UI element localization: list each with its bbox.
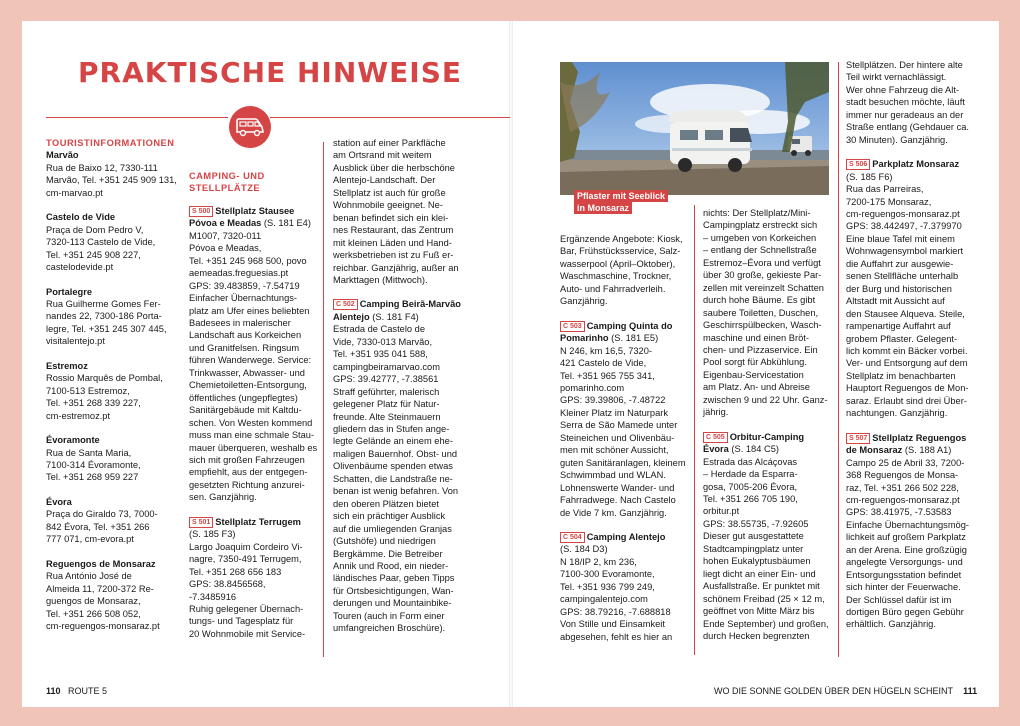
entry-line: (S. 185 F6) bbox=[846, 171, 893, 182]
entry-title: Camping Alentejo bbox=[586, 531, 666, 542]
entry-map-tag: C 504 bbox=[560, 532, 585, 543]
entry-line: Stellplätzen. Der hintere alte bbox=[846, 60, 963, 70]
title-rule-left bbox=[46, 117, 228, 118]
entry-line: angelegte Versorgungs- und bbox=[846, 557, 963, 568]
entry-heading bbox=[846, 158, 981, 170]
left-footer bbox=[46, 685, 107, 697]
entry-line: Annik und Rood, ein nieder- bbox=[333, 560, 449, 571]
entry-map-tag: C 502 bbox=[333, 299, 358, 310]
entry-line: dortigen Büro gegen Gebühr bbox=[846, 607, 964, 618]
entry-line: Bar, Frühstücksservice, Salz- bbox=[560, 246, 681, 257]
tourist-entry-line: cm-reguengos-monsaraz.pt bbox=[46, 620, 160, 631]
entry-line: rampenartige Auffahrt auf bbox=[846, 321, 951, 332]
entry-line: Eigenbau-Servicestation bbox=[703, 369, 804, 380]
entry-line: sich mit großen Fahrzeugen bbox=[189, 454, 305, 465]
entry-line: GPS: 38.55735, -7.92605 bbox=[703, 518, 809, 529]
tourist-entry-line: guengos de Monsaraz, bbox=[46, 596, 141, 607]
entry-line: Ende September) und großen, bbox=[703, 618, 829, 629]
tourist-entry-line: Rossio Marquês de Pombal, bbox=[46, 373, 163, 384]
entry-heading-cont bbox=[333, 311, 468, 323]
entry-line: (S. 184 D3) bbox=[560, 544, 608, 555]
entry-line: Tel. +351 245 968 500, povo bbox=[189, 255, 307, 266]
entry-line: Altstadt mit Aussicht auf bbox=[846, 296, 945, 307]
tourist-entry-line: Tel. +351 245 908 227, bbox=[46, 249, 141, 260]
entry-line: Waschmaschine, Trockner, bbox=[560, 271, 672, 282]
entry-line: saraz. Erlaubt sind drei Über- bbox=[846, 395, 967, 406]
entry-line: reichbar. Ganzjährig, außer an bbox=[333, 262, 459, 273]
entry-line: Tel. +351 935 041 588, bbox=[333, 349, 428, 360]
entry-title: Stellplatz Stausee bbox=[215, 205, 295, 216]
entry-heading bbox=[189, 516, 319, 528]
entry-line: Stadtcampingplatz unter bbox=[703, 543, 804, 554]
tourist-entry-line: 7320-113 Castelo de Vide, bbox=[46, 237, 156, 248]
left-page-number: 110 bbox=[46, 686, 61, 696]
entry-line: Fahrradwege. Nach Castelo bbox=[560, 495, 676, 506]
camping-column-5 bbox=[846, 59, 981, 631]
entry-line: – entlang der Schnellstraße bbox=[703, 245, 817, 256]
tourist-entry-line: Tel. +351 268 959 227 bbox=[46, 472, 139, 483]
entry-line: Ruhig gelegener Übernach- bbox=[189, 603, 304, 614]
entry-line: sen. Ganzjährig. bbox=[189, 492, 257, 503]
entry-map-tag: S 501 bbox=[189, 517, 213, 528]
entry-line: 421 Castelo de Vide, bbox=[560, 358, 647, 369]
entry-line: Kleiner Platz im Naturpark bbox=[560, 407, 668, 418]
entry-line: durch hohe Bäume. Es gibt bbox=[703, 295, 816, 306]
title-rule-right bbox=[270, 117, 510, 118]
entry-line: auf die umliegenden Granjas bbox=[333, 523, 452, 534]
entry-line: hohen Eukalyptusbäumen bbox=[703, 556, 811, 567]
entry-line: zwischen 9 und 22 Uhr. Ganz- bbox=[703, 394, 828, 405]
entry-line: -7.3485916 bbox=[189, 591, 237, 602]
entry-line: – umgeben von Korkeichen bbox=[703, 232, 817, 243]
entry-heading-cont bbox=[703, 443, 835, 455]
tourist-entry-line: visitalentejo.pt bbox=[46, 336, 105, 347]
entry-line: Wohnmobile geeignet. Ne- bbox=[333, 200, 443, 211]
entry-line: Einfacher Übernachtungs- bbox=[189, 293, 298, 304]
entry-heading-cont bbox=[846, 444, 981, 456]
entry-line: Von Stille und Einsamkeit bbox=[560, 619, 665, 630]
tourist-entry-line: Rua Guilherme Gomes Fer- bbox=[46, 298, 161, 309]
entry-line: durch Hecken begrenzten bbox=[703, 630, 810, 641]
entry-map-ref: (S. 184 C5) bbox=[728, 444, 779, 455]
entry-title: Parkplatz Monsaraz bbox=[872, 159, 960, 170]
tourist-entry-line: Praça de Dom Pedro V, bbox=[46, 224, 144, 235]
entry-line: GPS: 39.39806, -7.48722 bbox=[560, 395, 666, 406]
entry-map-ref: (S. 181 F4) bbox=[369, 311, 419, 322]
entry-line: Ganzjährig. bbox=[560, 296, 608, 307]
camping-heading-line-2: STELLPLÄTZE bbox=[189, 183, 261, 194]
entry-line: Estrada das Alcáçovas bbox=[703, 456, 798, 467]
entry-map-tag: S 507 bbox=[846, 433, 870, 444]
entry-line: benan ist wenig befahren. Von bbox=[333, 486, 459, 497]
entry-title-cont: Pomarinho bbox=[560, 333, 609, 344]
entry-line: M1007, 7320-011 bbox=[189, 230, 262, 241]
entry-line: Steineichen und Olivenbäu- bbox=[560, 432, 675, 443]
entry-title: Orbitur-Camping bbox=[729, 431, 805, 442]
entry-line: den oberen Plätzen bietet bbox=[333, 498, 439, 509]
entry-title: Stellplatz Reguengos bbox=[872, 432, 967, 443]
column-divider bbox=[838, 62, 839, 657]
tourist-entry-name: Portalegre bbox=[46, 286, 92, 297]
book-gutter bbox=[509, 21, 513, 707]
entry-line: umfangreichen Broschüre). bbox=[333, 623, 446, 634]
entry-line: schen. Von Westen kommend bbox=[189, 417, 313, 428]
tourist-entry-line: legre, Tel. +351 245 307 445, bbox=[46, 323, 167, 334]
caption-line-2: in Monsaraz bbox=[574, 202, 632, 214]
entry-line: GPS: 39.483859, -7.54719 bbox=[189, 280, 300, 291]
entry-line: benan befindet sich ein klei- bbox=[333, 212, 449, 223]
entry-line: Estrada de Castelo de bbox=[333, 324, 425, 335]
tourist-entry-line: Rua António José de bbox=[46, 571, 132, 582]
right-page-number: 111 bbox=[963, 686, 978, 696]
entry-line: Markttagen (Mittwoch). bbox=[333, 274, 428, 285]
entry-line: für Ortsbesichtigungen, Wan- bbox=[333, 585, 454, 596]
tourist-entry-line: 7100-513 Estremoz, bbox=[46, 385, 130, 396]
entry-line: Alentejo-Landschaft. Der bbox=[333, 175, 436, 186]
tourist-entry-name: Reguengos de Monsaraz bbox=[46, 558, 156, 569]
camper-van-icon bbox=[235, 117, 265, 137]
entry-line: Schatten, die Landstraße ne- bbox=[333, 473, 453, 484]
entry-line: Estremoz–Évora und verfügt bbox=[703, 257, 821, 268]
tourist-entry-line: nandes 22, 7300-186 Porta- bbox=[46, 311, 162, 322]
entry-line: Tel. +351 266 705 190, bbox=[703, 493, 798, 504]
entry-line: Geschirrspülbecken, Wasch- bbox=[703, 320, 822, 331]
tourist-entry-name: Marvão bbox=[46, 150, 79, 161]
entry-line: pomarinho.com bbox=[560, 382, 625, 393]
entry-map-tag: C 503 bbox=[560, 321, 585, 332]
entry-line: Auto- und Fahrradverleih. bbox=[560, 283, 666, 294]
entry-line: Wer ohne Fahrzeug die Alt- bbox=[846, 84, 960, 95]
entry-line: 7200-175 Monsaraz, bbox=[846, 196, 932, 207]
entry-line: mauer überqueren, weshalb es bbox=[189, 442, 318, 453]
entry-line: Wohnwagensymbol markiert bbox=[846, 246, 964, 257]
tourist-info-heading: TOURISTINFORMATIONEN bbox=[46, 138, 175, 148]
entry-line: Entsorgungsstation befindet bbox=[846, 569, 962, 580]
entry-line: abgesehen, fehlt es hier an bbox=[560, 631, 673, 642]
entry-line: platz am Ufer eines beliebten bbox=[189, 305, 310, 316]
entry-line: Tel. +351 936 799 249, bbox=[560, 581, 655, 592]
tourist-entry-name: Évoramonte bbox=[46, 435, 100, 446]
right-footer bbox=[714, 685, 977, 697]
entry-line: de Vide 7 km. Ganzjährig. bbox=[560, 507, 667, 518]
camping-heading-line-1: CAMPING- UND bbox=[189, 171, 265, 181]
entry-line: stadt besuchen möchte, läuft bbox=[846, 97, 965, 108]
entry-line: 368 Reguengos de Monsa- bbox=[846, 470, 959, 481]
entry-line: N 246, km 16,5, 7320- bbox=[560, 345, 652, 356]
entry-line: der Burg und historischen bbox=[846, 283, 952, 294]
entry-line: 7100-300 Evoramonte, bbox=[560, 569, 655, 580]
entry-line: Olivenbäume spenden etwas bbox=[333, 461, 453, 472]
entry-line: erhältlich. Ganzjährig. bbox=[846, 619, 936, 630]
entry-line: guten Sanitäranlagen, kleinem bbox=[560, 457, 686, 468]
entry-line: lichkeit auf großem Parkplatz bbox=[846, 532, 966, 543]
entry-line: 30 Minuten). Ganzjährig. bbox=[846, 134, 948, 145]
entry-line: gliedern das in Stufen ange- bbox=[333, 423, 450, 434]
entry-line: den Stausee Alqueva. Steile, bbox=[846, 308, 965, 319]
entry-line: legte Gelände an einem ehe- bbox=[333, 436, 453, 447]
entry-line: am Ortsrand mit weitem bbox=[333, 150, 432, 161]
entry-line: maligen Bauernhof. Obst- und bbox=[333, 448, 458, 459]
entry-title: Camping Quinta do bbox=[586, 320, 673, 331]
entry-line: lich kommt ein Bäcker vorbei. bbox=[846, 345, 968, 356]
entry-line: die Auffahrt zur ausgewie- bbox=[846, 258, 954, 269]
tourist-entry-line: Marvão, Tel. +351 245 909 131, bbox=[46, 175, 177, 186]
entry-line: führen Wanderwege. Service: bbox=[189, 355, 312, 366]
camping-column-1 bbox=[189, 170, 319, 640]
entry-line: geöffnet von Mitte März bis bbox=[703, 606, 815, 617]
entry-line: orbitur.pt bbox=[703, 506, 740, 517]
tourist-entry-line: 777 071, cm-evora.pt bbox=[46, 534, 134, 545]
entry-line: Campo 25 de Abril 33, 7200- bbox=[846, 457, 965, 468]
entry-line: Schwimmbad und WLAN. bbox=[560, 470, 666, 481]
entry-line: Rua das Parreiras, bbox=[846, 184, 924, 195]
entry-title-cont: de Monsaraz bbox=[846, 445, 903, 456]
entry-line: saubere Toiletten, Duschen, bbox=[703, 307, 819, 318]
entry-line: gosa, 7005-206 Évora, bbox=[703, 481, 798, 492]
entry-line: jährig. bbox=[703, 407, 729, 418]
entry-line: und Granitfelsen. Ringsum bbox=[189, 342, 300, 353]
entry-line: Der Schlüssel dafür ist im bbox=[846, 594, 952, 605]
entry-line: Einfache Übernachtungsmög- bbox=[846, 519, 969, 530]
entry-line: GPS: 38.442497, -7.379970 bbox=[846, 221, 962, 232]
entry-line: Straff geführter, malerisch bbox=[333, 386, 440, 397]
entry-line: Bergkämme. Die Betreiber bbox=[333, 548, 443, 559]
entry-line: nagre, 7350-491 Terrugem, bbox=[189, 554, 302, 565]
tourist-entry-line: castelodevide.pt bbox=[46, 262, 114, 273]
tourist-entry-line: 842 Évora, Tel. +351 266 bbox=[46, 521, 150, 532]
entry-map-tag: C 505 bbox=[703, 432, 728, 443]
entry-line: Touren (auch in Form einer bbox=[333, 610, 445, 621]
entry-line: Lohnenswerte Wander- und bbox=[560, 482, 675, 493]
entry-line: Ausblick über die herbschöne bbox=[333, 162, 455, 173]
entry-line: über 30 große, gekieste Par- bbox=[703, 270, 822, 281]
entry-line: schönem Freibad (25 × 12 m, bbox=[703, 593, 825, 604]
tourist-entry-line: Praça do Giraldo 73, 7000- bbox=[46, 509, 158, 520]
entry-line: ländisches Paar, geben Tipps bbox=[333, 573, 455, 584]
entry-line: Trinkwasser, Abwasser- und bbox=[189, 367, 305, 378]
entry-line: immer nur geradeaus an der bbox=[846, 109, 964, 120]
entry-line: Ver- und Entsorgung auf dem bbox=[846, 358, 968, 369]
entry-line: sich hinter der Feuerwache. bbox=[846, 582, 961, 593]
entry-line: Hauptort Reguengos de Mon- bbox=[846, 383, 969, 394]
entry-heading bbox=[560, 320, 695, 332]
entry-line: GPS: 38.41975, -7.53583 bbox=[846, 507, 952, 518]
entry-line: werksbetrieben ist zu Fuß er- bbox=[333, 250, 454, 261]
entry-map-ref: (S. 181 E5) bbox=[608, 333, 659, 344]
entry-line: Eine blaue Tafel mit einem bbox=[846, 233, 955, 244]
entry-line: 20 Wohnmobile mit Service- bbox=[189, 628, 306, 639]
entry-line: nichts: Der Stellplatz/Mini- bbox=[703, 208, 811, 218]
photo-caption bbox=[574, 190, 668, 214]
tourist-entry-name: Estremoz bbox=[46, 360, 88, 371]
entry-line: sich ein prächtiger Ausblick bbox=[333, 511, 446, 522]
camper-photo bbox=[560, 62, 829, 195]
entry-title-cont: Alentejo bbox=[333, 311, 370, 322]
entry-line: Sanitärgebäude mit Kaltdu- bbox=[189, 405, 302, 416]
entry-line: Teil wirkt vernachlässigt. bbox=[846, 72, 947, 83]
entry-line: Ergänzende Angebote: Kiosk, bbox=[560, 234, 683, 244]
entry-line: cm-reguengos-monsaraz.pt bbox=[846, 494, 960, 505]
entry-line: grobem Pflaster. Gelegent- bbox=[846, 333, 958, 344]
entry-line: campingalentejo.com bbox=[560, 594, 648, 605]
camping-column-2 bbox=[333, 137, 468, 635]
entry-line: gelegener Platz für Natur- bbox=[333, 399, 440, 410]
entry-line: muss man eine schmale Stau- bbox=[189, 430, 315, 441]
entry-line: öffentliches (ungepflegtes) bbox=[189, 392, 298, 403]
tourist-entry-line: Tel. +351 266 508 052, bbox=[46, 608, 141, 619]
entry-line: Campingplatz erstreckt sich bbox=[703, 220, 818, 231]
right-running-title: WO DIE SONNE GOLDEN ÜBER DEN HÜGELN SCHEINT bbox=[714, 686, 954, 696]
entry-heading-cont bbox=[189, 217, 319, 229]
entry-line: liegt dicht an einer Ein- und bbox=[703, 568, 816, 579]
entry-line: (Gutshöfe) und niedrigen bbox=[333, 536, 436, 547]
entry-line: maschine und einen Bröt- bbox=[703, 332, 809, 343]
entry-line: tungs- und Tagesplatz für bbox=[189, 616, 294, 627]
entry-line: Tel. +351 965 755 341, bbox=[560, 370, 655, 381]
camper-badge bbox=[229, 106, 271, 148]
entry-line: Ausfallstraße. Er punktet mit bbox=[703, 581, 820, 592]
entry-line: Chemietoiletten-Entsorgung, bbox=[189, 380, 307, 391]
entry-title-cont: Póvoa e Meadas bbox=[189, 218, 262, 229]
tourist-info-column bbox=[46, 137, 181, 632]
tourist-entry-line: Tel. +351 268 339 227, bbox=[46, 398, 141, 409]
entry-map-ref: (S. 188 A1) bbox=[902, 445, 952, 456]
tourist-entry-line: cm-marvao.pt bbox=[46, 187, 103, 198]
entry-line: senen Stellfläche unterhalb bbox=[846, 271, 959, 282]
entry-line: Straße entlang (Gehdauer ca. bbox=[846, 122, 969, 133]
entry-line: GPS: 38.79216, -7.688818 bbox=[560, 606, 671, 617]
entry-line: men mit schöner Aussicht, bbox=[560, 445, 669, 456]
entry-heading bbox=[846, 432, 981, 444]
entry-map-tag: S 506 bbox=[846, 159, 870, 170]
tourist-entry-line: Almeida 11, 7200-372 Re- bbox=[46, 583, 154, 594]
entry-line: raz, Tel. +351 266 502 228, bbox=[846, 482, 959, 493]
tourist-entry-line: Rua de Baixo 12, 7330-111 bbox=[46, 162, 158, 173]
entry-line: derungen und Mountainbike- bbox=[333, 598, 452, 609]
entry-line: (S. 185 F3) bbox=[189, 529, 236, 540]
tourist-entry-line: Rua de Santa Maria, bbox=[46, 447, 132, 458]
entry-line: nes Restaurant, das Zentrum bbox=[333, 225, 454, 236]
entry-line: cm-reguengos-monsaraz.pt bbox=[846, 208, 960, 219]
entry-line: an der Arena. Eine großzügig bbox=[846, 544, 967, 555]
entry-line: Landschaft aus Korkeichen bbox=[189, 330, 302, 341]
entry-line: GPS: 38.8456568, bbox=[189, 579, 266, 590]
entry-line: freunde. Alte Steinmauern bbox=[333, 411, 441, 422]
entry-line: – Herdade da Esparra- bbox=[703, 469, 798, 480]
tourist-entry-name: Évora bbox=[46, 496, 72, 507]
entry-line: Badesees in malerischer bbox=[189, 317, 291, 328]
entry-title: Camping Beirã-Marvão bbox=[359, 299, 461, 310]
entry-line: zellen mit vereinzelt Schatten bbox=[703, 282, 824, 293]
tourist-entry-line: 7100-314 Évoramonte, bbox=[46, 459, 141, 470]
entry-line: GPS: 39.42777, -7.38561 bbox=[333, 374, 439, 385]
entry-line: Stellplatz im benachbarten bbox=[846, 370, 956, 381]
entry-heading-cont bbox=[560, 332, 695, 344]
entry-map-tag: S 500 bbox=[189, 206, 213, 217]
entry-line: station auf einer Parkfläche bbox=[333, 138, 446, 148]
entry-line: am Platz. An- und Abreise bbox=[703, 382, 810, 393]
entry-heading bbox=[560, 531, 695, 543]
camping-column-3 bbox=[560, 233, 695, 643]
page-title: PRAKTISCHE HINWEISE bbox=[78, 56, 462, 89]
entry-line: aemeadas.freguesias.pt bbox=[189, 268, 289, 279]
entry-line: Serra de São Mamede unter bbox=[560, 420, 678, 431]
entry-line: empfiehlt, aus der entgegen- bbox=[189, 467, 308, 478]
camping-column-4 bbox=[703, 207, 835, 642]
entry-line: Largo Joaquim Cordeiro Vi- bbox=[189, 541, 303, 552]
entry-line: campingbeiramarvao.com bbox=[333, 361, 440, 372]
tourist-entry-line: cm-estremoz.pt bbox=[46, 410, 111, 421]
entry-line: Stellplatz ist auch für große bbox=[333, 187, 446, 198]
left-route-label: ROUTE 5 bbox=[68, 686, 108, 696]
entry-line: gesetzten Richtung anzurei- bbox=[189, 479, 305, 490]
entry-line: Dieser gut ausgestattete bbox=[703, 531, 804, 542]
entry-title: Stellplatz Terrugem bbox=[215, 516, 301, 527]
caption-line-1: Pflaster mit Seeblick bbox=[574, 190, 668, 202]
entry-title-cont: Évora bbox=[703, 444, 729, 455]
entry-line: Vide, 7330-013 Marvão, bbox=[333, 336, 433, 347]
entry-line: chen- und Pizzaservice. Ein bbox=[703, 344, 818, 355]
entry-heading bbox=[333, 298, 468, 310]
entry-line: nachtungen. Ganzjährig. bbox=[846, 408, 948, 419]
column-divider bbox=[323, 142, 324, 657]
entry-heading bbox=[189, 205, 319, 217]
entry-map-ref: (S. 181 E4) bbox=[261, 218, 311, 229]
entry-line: mit kleinen Läden und Hand- bbox=[333, 237, 452, 248]
entry-line: Tel. +351 268 656 183 bbox=[189, 566, 282, 577]
entry-heading bbox=[703, 431, 835, 443]
tourist-entry-name: Castelo de Vide bbox=[46, 212, 116, 223]
entry-line: wasserpool (April–Oktober), bbox=[560, 258, 676, 269]
entry-line: Pool sorgt für Abkühlung. bbox=[703, 357, 807, 368]
entry-line: Póvoa e Meadas, bbox=[189, 243, 262, 254]
entry-line: N 18/IP 2, km 236, bbox=[560, 556, 637, 567]
